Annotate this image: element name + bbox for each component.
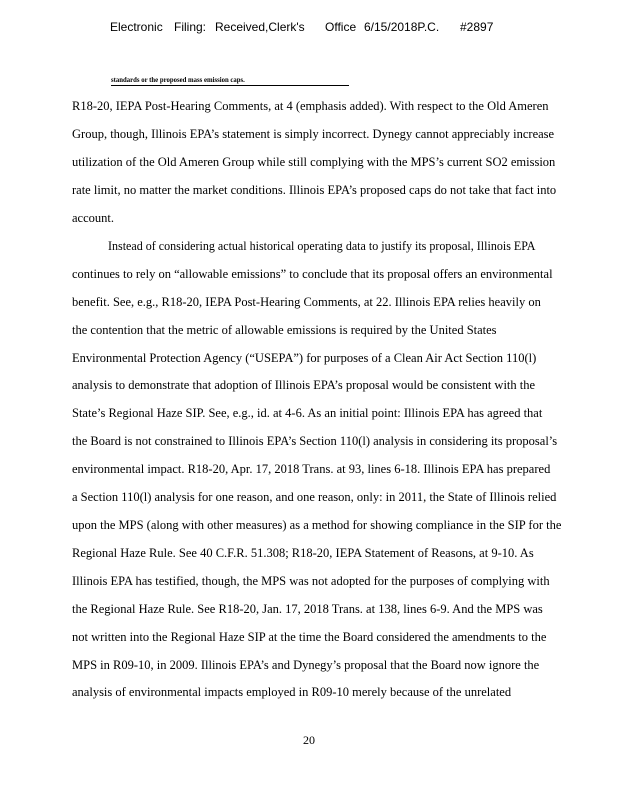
text-line: account. — [72, 211, 114, 225]
text-line: Illinois EPA has testified, though, the MPS was not adopted for the purposes of complying with — [72, 574, 550, 588]
text-line: analysis to demonstrate that adoption of Illinois EPA’s proposal would be consistent with the — [72, 378, 536, 392]
text-line: a Section 110(l) analysis for one reason, and one reason, only: in 2011, the State of Illinois relied — [72, 490, 557, 504]
text-line: the contention that the metric of allowable emissions is required by the United States — [72, 323, 497, 337]
header-filing: Filing: — [174, 20, 207, 34]
text-line: upon the MPS (along with other measures) as a method for showing compliance in the SIP for the — [72, 518, 562, 532]
header-office: Office — [325, 20, 357, 34]
page-number: 20 — [303, 733, 315, 747]
footnote-continuation: standards or the proposed mass emission caps. — [111, 75, 245, 84]
text-line: rate limit, no matter the market conditions. Illinois EPA’s proposed caps do not take that fact into — [72, 183, 557, 197]
text-line: environmental impact. R18-20, Apr. 17, 2018 Trans. at 93, lines 6-18. Illinois EPA has prepared — [72, 462, 551, 476]
text-line: Group, though, Illinois EPA’s statement is simply incorrect. Dynegy cannot appreciably increase — [72, 127, 555, 141]
header-date: 6/15/2018P.C. — [364, 20, 440, 34]
text-line: R18-20, IEPA Post-Hearing Comments, at 4 (emphasis added). With respect to the Old Ameren — [72, 99, 549, 113]
header-received: Received,Clerk's — [215, 20, 305, 34]
text-line: continues to rely on “allowable emissions” to conclude that its proposal offers an environmental — [72, 267, 553, 281]
text-line: Instead of considering actual historical operating data to justify its proposal, Illinois EPA — [108, 239, 536, 253]
text-line: Environmental Protection Agency (“USEPA”) for purposes of a Clean Air Act Section 110(l) — [72, 351, 537, 365]
text-line: benefit. See, e.g., R18-20, IEPA Post-Hearing Comments, at 22. Illinois EPA relies heavily on — [72, 295, 541, 309]
header-electronic: Electronic — [110, 20, 163, 34]
text-line: Regional Haze Rule. See 40 C.F.R. 51.308; R18-20, IEPA Statement of Reasons, at 9-10. As — [72, 546, 534, 560]
text-line: the Board is not constrained to Illinois EPA’s Section 110(l) analysis in considering its proposal’s — [72, 434, 558, 448]
header-number: #2897 — [460, 20, 494, 34]
footnote-rule — [111, 85, 349, 86]
filing-header — [0, 20, 618, 40]
text-line: not written into the Regional Haze SIP at the time the Board considered the amendments to the — [72, 630, 547, 644]
text-line: utilization of the Old Ameren Group while still complying with the MPS’s current SO2 emission — [72, 155, 556, 169]
text-line: the Regional Haze Rule. See R18-20, Jan. 17, 2018 Trans. at 138, lines 6-9. And the MPS was — [72, 602, 543, 616]
text-line: analysis of environmental impacts employed in R09-10 merely because of the unrelated — [72, 685, 512, 699]
text-line: MPS in R09-10, in 2009. Illinois EPA’s and Dynegy’s proposal that the Board now ignore the — [72, 658, 540, 672]
text-line: State’s Regional Haze SIP. See, e.g., id. at 4-6. As an initial point: Illinois EPA has agreed that — [72, 406, 543, 420]
